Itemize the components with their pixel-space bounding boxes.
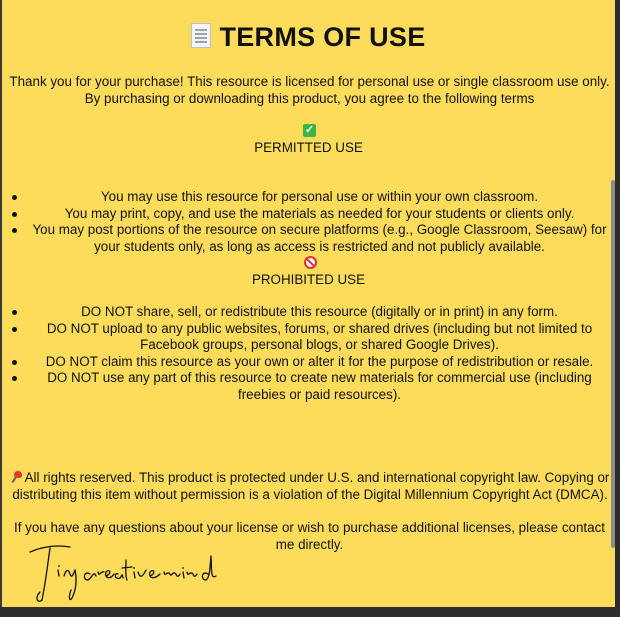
- prohibited-item: DO NOT claim this resource as your own or alter it for the purpose of redistribution or resale.: [2, 354, 615, 371]
- window-bottom-edge: [0, 607, 620, 617]
- prohibited-heading: PROHIBITED USE: [251, 272, 366, 287]
- intro-text: Thank you for your purchase! This resource is licensed for personal use or single classroom use only. By purchasing or downloading this product, you agree to the following terms: [9, 74, 610, 106]
- prohibited-item: DO NOT share, sell, or redistribute this resource (digitally or in print) in any form.: [2, 304, 615, 321]
- page-title: TERMS OF USE: [219, 22, 426, 52]
- contact-text: If you have any questions about your license or wish to purchase additional licenses, please contact me directly.: [13, 520, 606, 552]
- pushpin-icon: [11, 471, 23, 483]
- rights-text: [10, 469, 610, 503]
- permitted-list: [2, 189, 615, 255]
- page-facing-up-icon: [191, 23, 211, 48]
- terms-page: [2, 0, 615, 607]
- permitted-item: You may use this resource for personal use or within your own classroom.: [2, 189, 615, 206]
- permitted-heading: PERMITTED USE: [254, 140, 363, 155]
- permitted-item: You may print, copy, and use the materials as needed for your students or clients only.: [2, 206, 615, 223]
- prohibited-item: DO NOT use any part of this resource to create new materials for commercial use (including freebies or paid resources).: [2, 370, 615, 403]
- rights-notice: All rights reserved. This product is protected under U.S. and international copyright law. Copying or distributing this item without permission is a violation of the Digital Millennium Copyright Act (DMCA).: [12, 470, 610, 502]
- window-edge: [615, 0, 620, 607]
- title-row: [2, 22, 615, 53]
- prohibited-item: DO NOT upload to any public websites, forums, or shared drives (including but not limited to Facebook groups, personal blogs, or shared Google Drives).: [2, 321, 615, 354]
- prohibited-list: [2, 304, 615, 403]
- no-entry-icon: [304, 256, 317, 269]
- check-mark-icon: ✓: [304, 124, 315, 136]
- permitted-item: You may post portions of the resource on secure platforms (e.g., Google Classroom, Seesaw) for your students only, as long as access is restricted and not publicly available.: [2, 222, 615, 255]
- signature-logo: [24, 540, 224, 606]
